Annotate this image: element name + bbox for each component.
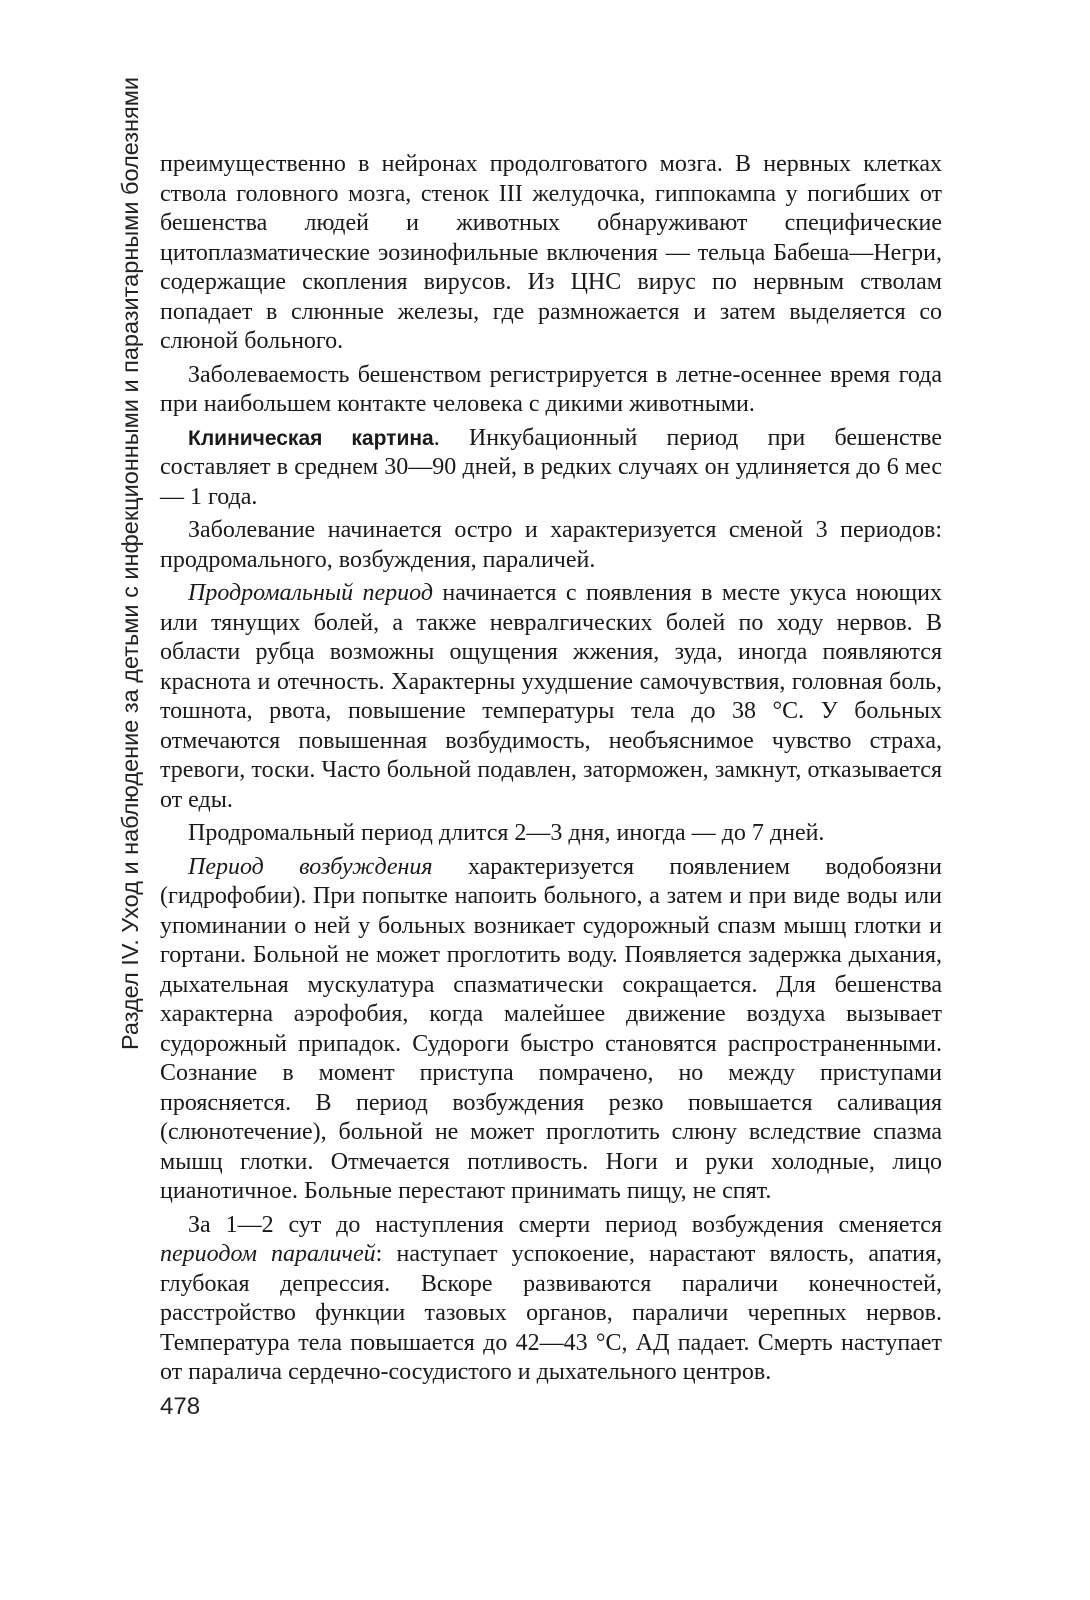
paragraph bbox=[160, 819, 942, 849]
paragraph-text: характеризуется появлением водобоязни (гидрофобии). При попытке напоить больного, а затем и при виде воды или упоминании о ней у больных возникает судорожный спазм мышц глотки и гортани. Больной не может проглотить воду. Появляется задержка дыхания, дыхательная мускулатура спазматически сокращается. Для бешенства характерна аэрофобия, когда малейшее движение воздуха вызывает судорожный припадок. Судороги быстро становятся распространенными. Сознание в момент приступа помрачено, но между приступами проясняется. В период возбуждения резко повышается саливация (слюнотечение), больной не может проглотить слюну вследствие спазма мышц глотки. Отмечается потливость. Ноги и руки холодные, лицо цианотичное. Больные перестают принимать пищу, не спят. bbox=[160, 853, 942, 1204]
paragraph-text: Заболеваемость бешенством регистрируется в летне-осеннее время года при наибольшем контакте человека с дикими животными. bbox=[160, 361, 942, 417]
paragraph bbox=[160, 150, 942, 357]
paragraph-prodromal bbox=[160, 579, 942, 815]
paragraph-paralysis bbox=[160, 1211, 942, 1388]
paragraph-excitation bbox=[160, 853, 942, 1207]
paragraph-text: Заболевание начинается остро и характеризуется сменой 3 периодов: продромального, возбуждения, параличей. bbox=[160, 517, 942, 573]
paragraph-clinical-picture bbox=[160, 424, 942, 513]
paragraph bbox=[160, 516, 942, 575]
body-text bbox=[160, 150, 942, 1392]
paragraph bbox=[160, 361, 942, 420]
term-excitation-period: Период возбуждения bbox=[188, 853, 433, 880]
page-number: 478 bbox=[160, 1393, 201, 1420]
paragraph-text: преимущественно в нейронах продолговатого мозга. В нервных клетках ствола головного мозга, стенок III желудочка, гиппокампа у погибших от бешенства людей и животных обнаруживают специфические цитоплазматические эозинофильные включения — тельца Бабеша—Негри, содержащие скопления вирусов. Из ЦНС вирус по нервным стволам попадает в слюнные железы, где размножается и затем выделяется со слюной больного. bbox=[160, 151, 942, 354]
paragraph-text: : наступает успокоение, нарастают вялость, апатия, глубокая депрессия. Вскоре развиваются параличи конечностей, расстройство функции тазовых органов, параличи черепных нервов. Температура тела повышается до 42—43 °С, АД падает. Смерть наступает от паралича сердечно-сосудистого и дыхательного центров. bbox=[160, 1241, 942, 1385]
paragraph-text: За 1—2 сут до наступления смерти период возбуждения сменяется bbox=[188, 1211, 942, 1238]
term-prodromal-period: Продромальный период bbox=[188, 580, 433, 606]
paragraph-text: Продромальный период длится 2—3 дня, иногда — до 7 дней. bbox=[188, 820, 825, 846]
section-heading-clinical-picture: Клиническая картина bbox=[188, 426, 434, 450]
term-paralysis-period: периодом параличей bbox=[160, 1241, 376, 1267]
paragraph-text: . Инкубационный период при бешенстве составляет в среднем 30—90 дней, в редких случаях он удлиняется до 6 мес — 1 года. bbox=[160, 424, 942, 510]
paragraph-text: начинается с появления в месте укуса ноющих или тянущих болей, а также невралгических болей по ходу нервов. В области рубца возможны ощущения жжения, зуда, иногда появляются краснота и отечность. Характерны ухудшение самочувствия, головная боль, тошнота, рвота, повышение температуры тела до 38 °С. У больных отмечаются повышенная возбудимость, необъяснимое чувство страха, тревоги, тоски. Часто больной подавлен, заторможен, замкнут, отказывается от еды. bbox=[160, 580, 942, 813]
running-header: Раздел IV. Уход и наблюдение за детьми с инфекционными и паразитарными болезнями bbox=[117, 76, 143, 1050]
